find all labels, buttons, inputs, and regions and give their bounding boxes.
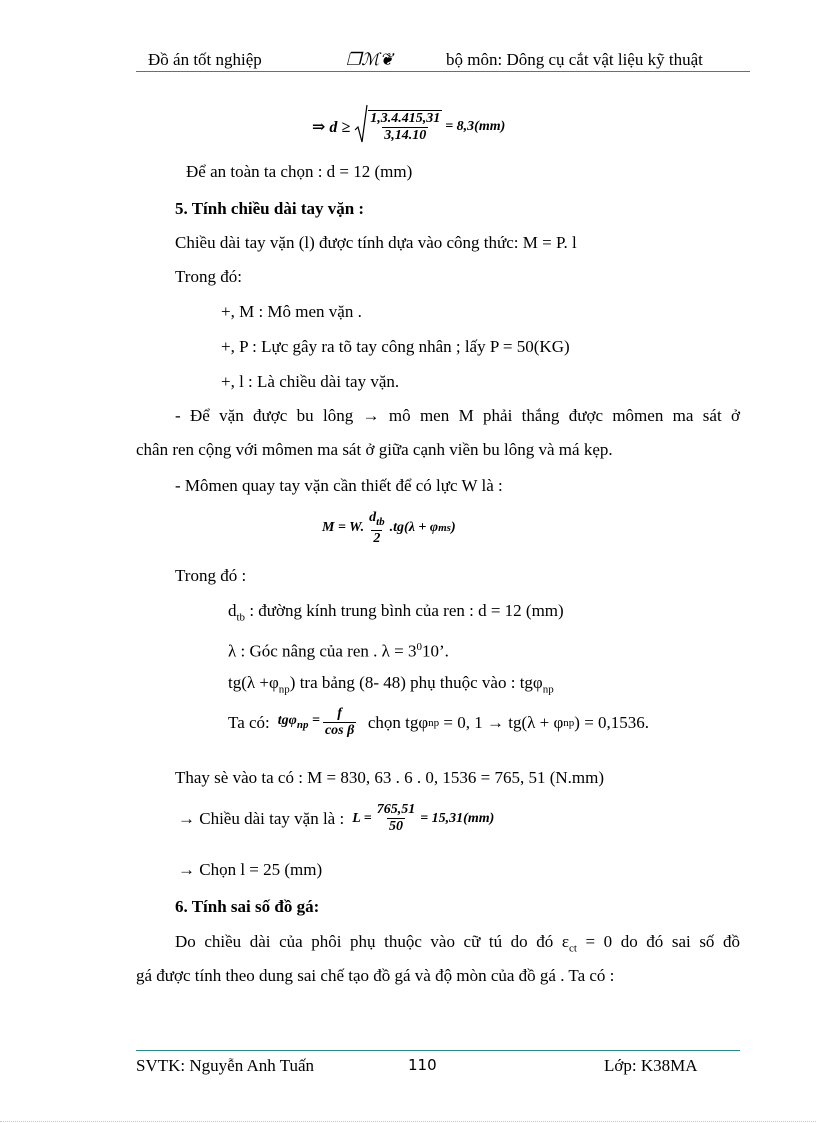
taco-eq: = [308, 712, 320, 728]
handle-length-denominator: 50 [388, 819, 403, 834]
taco-text-a: chọn tgφ [359, 712, 429, 732]
dtb-text: : đường kính trung bình của ren : d = 12 (mm) [245, 601, 564, 620]
dtb-sub: tb [236, 611, 246, 624]
list-item-l: +, l : Là chiều dài tay vặn. [221, 372, 400, 391]
bolt-paragraph-line-1: - Để vặn được bu lông → mô men M phải thắng được mômen ma sát ở [175, 406, 740, 425]
list-item-dtb [228, 601, 564, 627]
header-department: bộ môn: Dông cụ cắt vật liệu kỹ thuật [446, 50, 703, 69]
page-edge-divider [0, 1121, 816, 1122]
formula-torque-rhs: .tg(λ + φ [389, 520, 439, 536]
footer-rule [136, 1050, 740, 1051]
list-item-tg [228, 673, 554, 699]
where-label-2: Trong đó : [175, 566, 247, 585]
tg-text-b: ) tra bảng (8- 48) phụ thuộc vào : tgφ [289, 673, 543, 692]
handle-length-text: → Chiều dài tay vặn là : [178, 808, 345, 828]
formula-torque-rhs-end: ) [450, 520, 456, 536]
formula-diameter [312, 104, 505, 149]
formula-torque-numerator-sub: tb [376, 515, 385, 528]
length-formula-text: Chiều dài tay vặn (l) được tính dựa vào công thức: M = P. l [175, 233, 577, 252]
formula-diameter-prefix: ⇒ d ≥ [312, 118, 351, 136]
taco-numerator: f [337, 706, 342, 721]
lambda-text: λ : Góc nâng của ren . λ = 3 [228, 641, 417, 661]
taco-denominator: cos β [324, 723, 355, 738]
fixture-error-text-a: Do chiều dài của phôi phụ thuộc vào cữ tú do đó ε [175, 932, 569, 951]
section-6-heading: 6. Tính sai số đồ gá: [175, 897, 320, 916]
taco-lhs-sub: np [296, 718, 309, 731]
taco-sub-2: np [563, 716, 575, 729]
header-ornament: ❐ℳ❦ [346, 50, 394, 69]
formula-torque-denominator: 2 [373, 530, 381, 546]
taco-text-b: = 0, 1 → tg(λ + φ [439, 712, 564, 732]
tg-text-a: tg(λ +φ [228, 673, 279, 692]
handle-length-line [178, 802, 494, 835]
tg-sub-2: np [542, 683, 554, 696]
header-rule [136, 71, 750, 72]
fixture-error-text-b: = 0 do đó sai số đồ [576, 932, 741, 951]
footer-class: Lớp: K38MA [604, 1056, 698, 1075]
handle-length-result: = 15,31(mm) [420, 810, 495, 826]
torque-intro: - Mômen quay tay vặn cần thiết để có lực W là : [175, 476, 503, 495]
header-title: Đồ án tốt nghiệp [148, 50, 262, 69]
formula-diameter-numerator: 1,3.4.415,31 [370, 110, 441, 126]
choose-length: → Chọn l = 25 (mm) [178, 860, 323, 879]
list-item-lambda [228, 637, 449, 662]
formula-torque-numerator: d [369, 510, 377, 525]
footer-student: SVTK: Nguyễn Anh Tuấn [136, 1056, 315, 1075]
where-label-1: Trong đó: [175, 267, 242, 286]
safety-choice: Để an toàn ta chọn : d = 12 (mm) [186, 162, 413, 181]
taco-text-c: ) = 0,1536. [574, 712, 650, 732]
fixture-error-line-2: gá được tính theo dung sai chế tạo đồ gá và độ mòn của đồ gá . Ta có : [136, 966, 615, 985]
formula-diameter-denominator: 3,14.10 [384, 127, 427, 143]
section-5-heading: 5. Tính chiều dài tay vặn : [175, 199, 365, 218]
list-item-taco [228, 706, 649, 739]
list-item-M: +, M : Mô men vặn . [221, 302, 362, 321]
formula-torque [322, 510, 456, 547]
bolt-paragraph-line-2: chân ren cộng với mômen ma sát ở giữa cạnh viền bu lông và má kẹp. [136, 440, 613, 459]
taco-sub: np [428, 716, 440, 729]
formula-torque-lhs: M = W. [322, 520, 365, 536]
footer-page-number: 110 [408, 1056, 437, 1074]
sqrt-icon [354, 104, 368, 149]
substitution-line: Thay sè vào ta có : M = 830, 63 . 6 . 0, 1536 = 765, 51 (N.mm) [175, 768, 605, 787]
handle-length-numerator: 765,51 [376, 802, 416, 817]
formula-torque-rhs-sub: ms [438, 522, 451, 535]
lambda-minutes: 10’. [421, 641, 449, 661]
dtb-symbol: d [228, 601, 237, 620]
formula-diameter-result: = 8,3(mm) [445, 118, 506, 134]
taco-lhs: tgφ [277, 712, 297, 728]
lambda-degree: 0 [416, 641, 422, 653]
fixture-error-sub: ct [568, 942, 577, 955]
list-item-P: +, P : Lực gây ra tõ tay công nhân ; lấy P = 50(KG) [221, 337, 570, 356]
taco-label: Ta có: [228, 712, 270, 732]
tg-sub: np [278, 683, 290, 696]
handle-length-lhs: L = [352, 810, 372, 826]
fixture-error-line-1 [175, 932, 740, 958]
